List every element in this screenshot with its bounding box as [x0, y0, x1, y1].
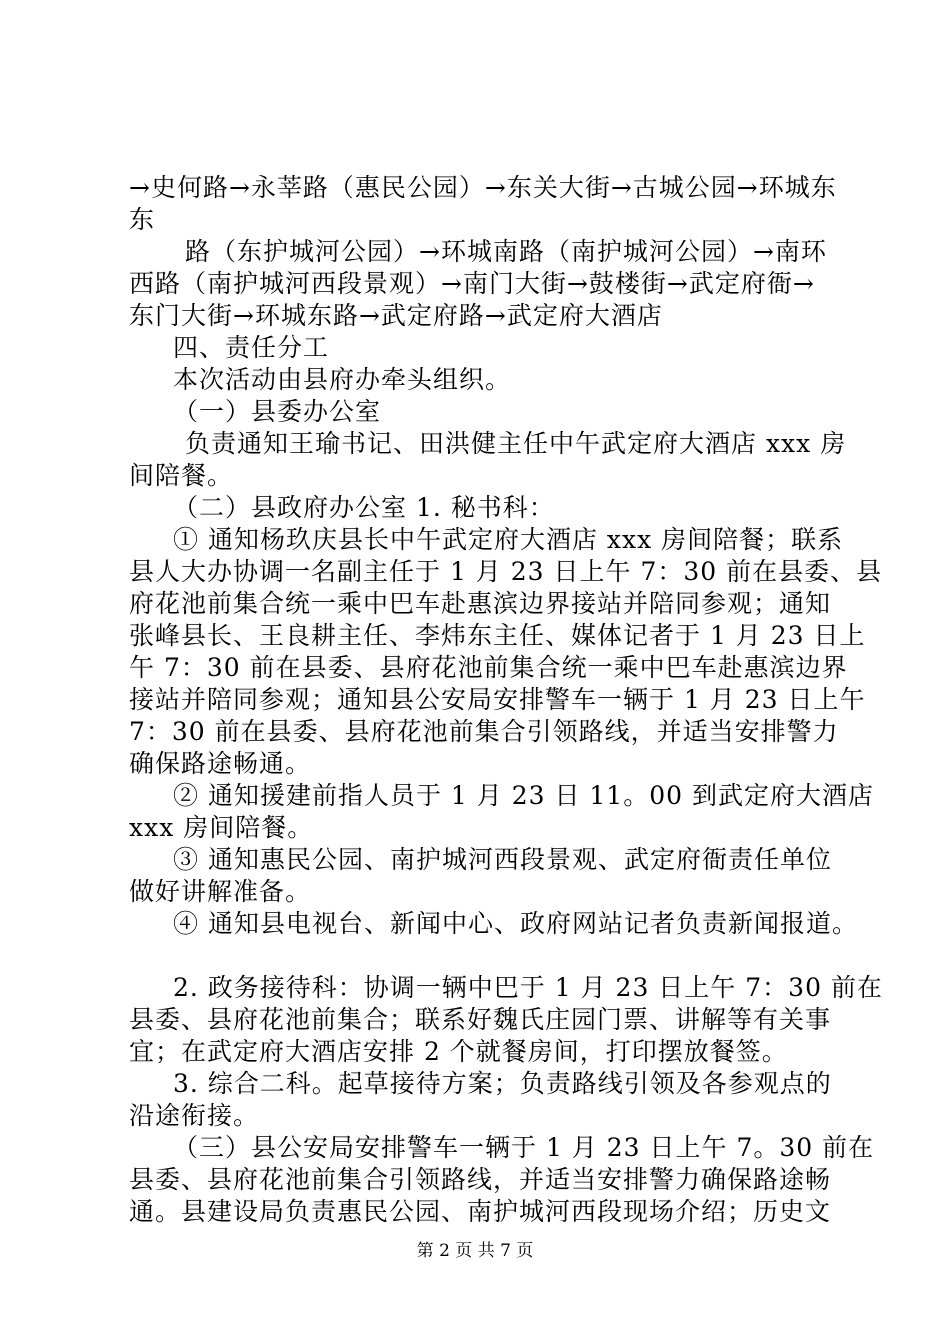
text-line: 东门大街→环城东路→武定府路→武定府大酒店	[129, 301, 663, 330]
text-line: xxx 房间陪餐。	[129, 813, 314, 842]
text-line: 间陪餐。	[129, 461, 234, 490]
text-line: （三）县公安局安排警车一辆于 1 月 23 日上午 7。30 前在	[173, 1133, 875, 1162]
text-line: 负责通知王瑜书记、田洪健主任中午武定府大酒店 xxx 房	[185, 429, 847, 458]
text-line: 宜；在武定府大酒店安排 2 个就餐房间，打印摆放餐签。	[129, 1037, 788, 1066]
text-line: 县人大办协调一名副主任于 1 月 23 日上午 7：30 前在县委、县	[129, 557, 883, 586]
text-line: 县委、县府花池前集合；联系好魏氏庄园门票、讲解等有关事	[129, 1005, 832, 1034]
text-line: 东	[129, 205, 156, 234]
subsection-heading: （一）县委办公室	[173, 397, 382, 426]
text-line: ③ 通知惠民公园、南护城河西段景观、武定府衙责任单位	[173, 845, 832, 874]
text-line: 沿途衔接。	[129, 1101, 260, 1130]
text-line: ④ 通知县电视台、新闻中心、政府网站记者负责新闻报道。	[173, 909, 858, 938]
blank-line	[129, 940, 839, 972]
text-line: ② 通知援建前指人员于 1 月 23 日 11。00 到武定府大酒店	[173, 781, 874, 810]
text-line: 3. 综合二科。起草接待方案；负责路线引领及各参观点的	[173, 1069, 832, 1098]
text-line: 路（东护城河公园）→环城南路（南护城河公园）→南环	[185, 237, 827, 266]
text-line: →史何路→永莘路（惠民公园）→东关大街→古城公园→环城东	[129, 173, 837, 202]
text-line: 通。县建设局负责惠民公园、南护城河西段现场介绍；历史文	[129, 1197, 832, 1226]
text-line: 西路（南护城河西段景观）→南门大街→鼓楼街→武定府衙→	[129, 269, 815, 298]
page-footer: 第 2 页 共 7 页	[416, 1241, 534, 1261]
section-heading: 四、责任分工	[173, 333, 330, 362]
subsection-heading: （二）县政府办公室 1. 秘书科：	[173, 493, 555, 522]
text-line: 7：30 前在县委、县府花池前集合引领路线，并适当安排警力	[129, 717, 839, 746]
text-line: 确保路途畅通。	[129, 749, 312, 778]
text-line: 做好讲解准备。	[129, 877, 312, 906]
text-line: ① 通知杨玖庆县长中午武定府大酒店 xxx 房间陪餐；联系	[173, 525, 844, 554]
document-body	[129, 172, 883, 1228]
text-line: 张峰县长、王良耕主任、李炜东主任、媒体记者于 1 月 23 日上	[129, 621, 866, 650]
text-line: 接站并陪同参观；通知县公安局安排警车一辆于 1 月 23 日上午	[129, 685, 866, 714]
text-line: 府花池前集合统一乘中巴车赴惠滨边界接站并陪同参观；通知	[129, 589, 832, 618]
text-line: 县委、县府花池前集合引领路线，并适当安排警力确保路途畅	[129, 1165, 832, 1194]
text-line: 2. 政务接待科：协调一辆中巴于 1 月 23 日上午 7：30 前在	[173, 973, 883, 1002]
text-line: 本次活动由县府办牵头组织。	[173, 365, 512, 394]
text-line: 午 7：30 前在县委、县府花池前集合统一乘中巴车赴惠滨边界	[129, 653, 848, 682]
